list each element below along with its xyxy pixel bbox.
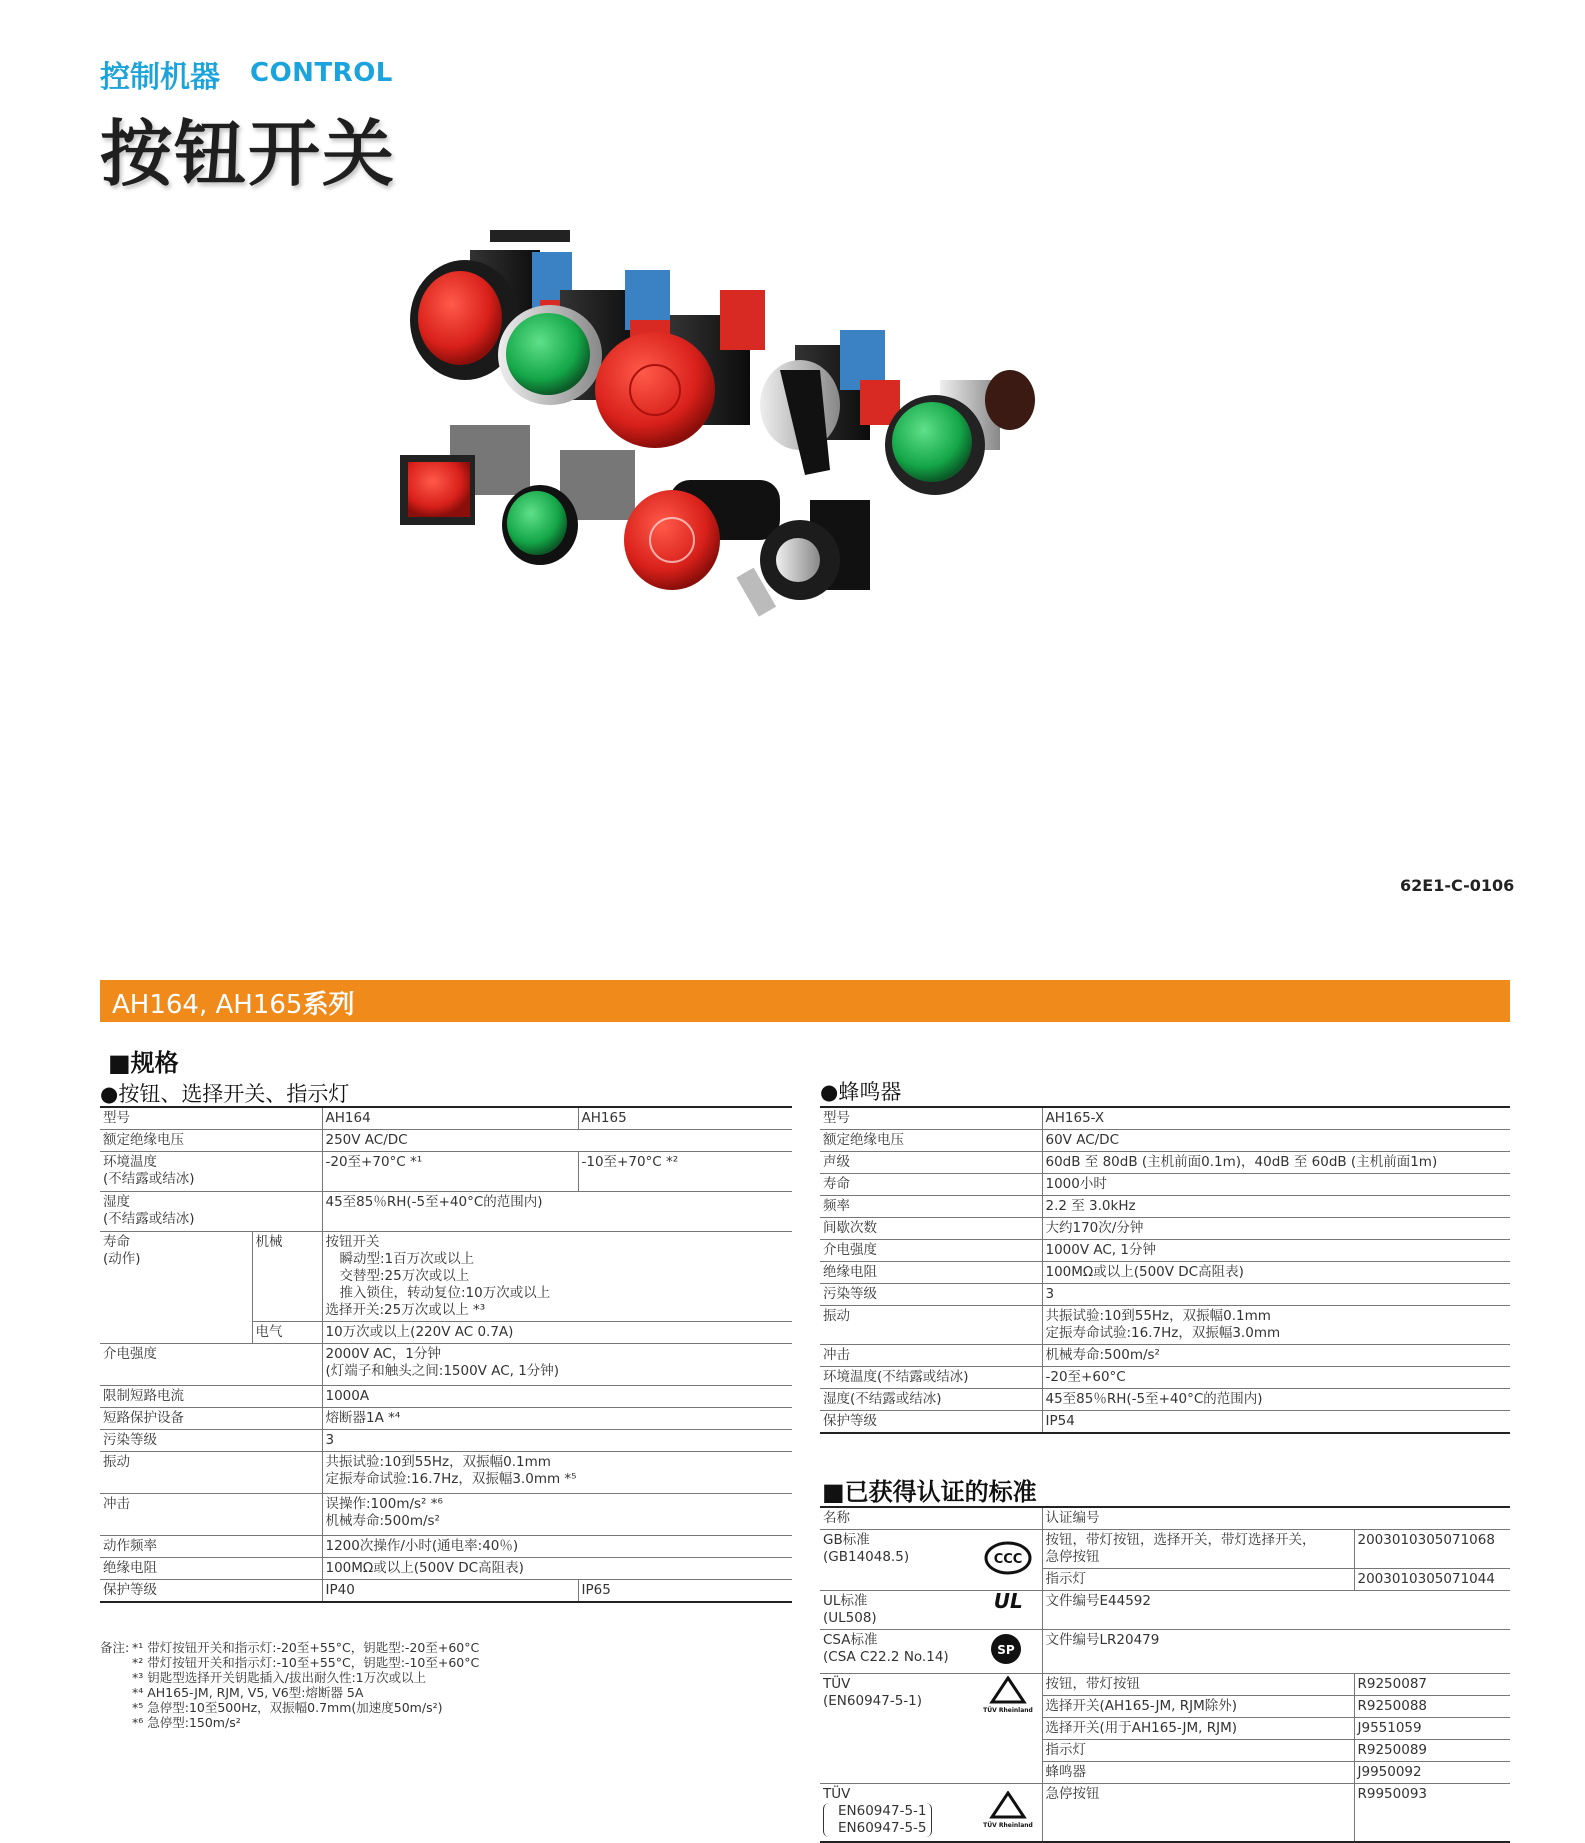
series-header-bar [100, 980, 1510, 1022]
row-label: 污染等级 [100, 1430, 322, 1452]
row-label: 额定绝缘电压 [100, 1130, 322, 1152]
cell-value: 2.2 至 3.0kHz [1042, 1196, 1510, 1218]
cell-value: 共振试验:10到55Hz，双振幅0.1mm 定振寿命试验:16.7Hz，双振幅3.0mm [1042, 1306, 1510, 1345]
spec-table [100, 1106, 792, 1603]
cert-number: 2003010305071068 [1354, 1530, 1510, 1569]
table-row [820, 1345, 1510, 1367]
cert-value: 文件编号LR20479 [1042, 1630, 1510, 1674]
cell-value: -20至+60°C [1042, 1367, 1510, 1389]
row-label: 短路保护设备 [100, 1408, 322, 1430]
cell-value: 10万次或以上(220V AC 0.7A) [322, 1322, 792, 1344]
cell-value: 大约170次/分钟 [1042, 1218, 1510, 1240]
table-row [820, 1284, 1510, 1306]
row-label: 介电强度 [100, 1344, 322, 1386]
cert-heading: ■已获得认证的标准 [822, 1478, 1037, 1506]
row-label: 频率 [820, 1196, 1042, 1218]
cell-value: IP65 [578, 1580, 792, 1603]
cell-value: 熔断器1A *⁴ [322, 1408, 792, 1430]
svg-text:CCC: CCC [993, 1551, 1023, 1567]
green-pilot-product [885, 370, 1035, 495]
buzzer-table [820, 1106, 1510, 1434]
page-title: 按钮开关 [100, 112, 397, 196]
cell-value: 共振试验:10到55Hz，双振幅0.1mm 定振寿命试验:16.7Hz，双振幅3.0mm *⁵ [322, 1452, 792, 1494]
cell-value: 机械寿命:500m/s² [1042, 1345, 1510, 1367]
cell-value: -10至+70°C *² [578, 1152, 792, 1192]
table-row [820, 1262, 1510, 1284]
cert-table [820, 1506, 1510, 1843]
cert-product: 指示灯 [1042, 1569, 1354, 1591]
cert-product: 指示灯 [1042, 1740, 1354, 1762]
table-row [820, 1674, 1510, 1696]
cert-number: R9250087 [1354, 1674, 1510, 1696]
table-row [820, 1107, 1510, 1130]
cell-value: 误操作:100m/s² *⁶ 机械寿命:500m/s² [322, 1494, 792, 1536]
product-photo [400, 230, 1240, 750]
row-label: 冲击 [100, 1494, 322, 1536]
row-label: 保护等级 [100, 1580, 322, 1603]
row-label: 绝缘电阻 [100, 1558, 322, 1580]
row-label: 振动 [820, 1306, 1042, 1345]
footnotes: 备注: *¹ 带灯按钮开关和指示灯:-20至+55°C，钥匙型:-20至+60°C *² 带灯按钮开关和指示灯:-10至+55°C，钥匙型:-10至+60°C *³ 钥匙型选择开关钥匙插入/拔出耐久性:1万次或以上 *⁴ AH165-JM, RJM, V5, V6型:熔断器 5A *⁵ 急停型:10至500Hz，双振幅0.7mm(加速度50m/s²) *⁶ 急停型:150m/s² [100, 1640, 480, 1730]
row-label: 保护等级 [820, 1411, 1042, 1434]
selector-switch-product [760, 330, 900, 475]
tuv-logo-icon [975, 1784, 1042, 1842]
buzzer-heading: ●蜂鸣器 [820, 1080, 902, 1104]
row-label: 湿度(不结露或结冰) [820, 1389, 1042, 1411]
row-label: 寿命 (动作) [100, 1232, 252, 1344]
row-label: 动作频率 [100, 1536, 322, 1558]
model-ah165: AH165 [578, 1107, 792, 1130]
cert-number: J9551059 [1354, 1718, 1510, 1740]
cert-product: 蜂鸣器 [1042, 1762, 1354, 1784]
cell-value: 45至85％RH(-5至+40°C的范围内) [322, 1192, 792, 1232]
svg-text:TÜV Rheinland: TÜV Rheinland [983, 1821, 1034, 1829]
document-code: 62E1-C-0106 [1400, 876, 1515, 895]
cert-value: 文件编号E44592 [1042, 1591, 1510, 1630]
cert-name: GB标准 (GB14048.5) [820, 1530, 975, 1591]
cell-value: IP54 [1042, 1411, 1510, 1434]
table-row [820, 1174, 1510, 1196]
cert-product: 按钮，带灯按钮，选择开关，带灯选择开关， 急停按钮 [1042, 1530, 1354, 1569]
left-table-heading: ●按钮、选择开关、指示灯 [100, 1082, 350, 1106]
table-row [820, 1152, 1510, 1174]
csa-logo-icon [975, 1630, 1042, 1674]
row-label: 间歇次数 [820, 1218, 1042, 1240]
cert-product: 按钮，带灯按钮 [1042, 1674, 1354, 1696]
spec-heading: ■规格 [108, 1049, 179, 1077]
row-label: 寿命 [820, 1174, 1042, 1196]
cell-value: -20至+70°C *¹ [322, 1152, 578, 1192]
row-label: 污染等级 [820, 1284, 1042, 1306]
cert-number: R9250088 [1354, 1696, 1510, 1718]
row-label: 环境温度 (不结露或结冰) [100, 1152, 322, 1192]
series-title: AH164, AH165系列 [112, 990, 355, 1020]
row-label: 声级 [820, 1152, 1042, 1174]
cell-value: 100MΩ或以上(500V DC高阻表) [322, 1558, 792, 1580]
cell-value: 60dB 至 80dB (主机前面0.1m)，40dB 至 60dB (主机前面1m) [1042, 1152, 1510, 1174]
cert-name: UL标准 (UL508) [820, 1591, 975, 1630]
table-row [820, 1367, 1510, 1389]
sub-label: 机械 [252, 1232, 322, 1322]
cert-number: J9950092 [1354, 1762, 1510, 1784]
tuv-logo-icon [975, 1674, 1042, 1784]
ccc-logo-icon [975, 1530, 1042, 1591]
cell-value: 1000A [322, 1386, 792, 1408]
cert-product: 急停按钮 [1042, 1784, 1354, 1842]
cert-number: 2003010305071044 [1354, 1569, 1510, 1591]
table-row [820, 1196, 1510, 1218]
cell-value: 60V AC/DC [1042, 1130, 1510, 1152]
svg-text:TÜV Rheinland: TÜV Rheinland [983, 1707, 1034, 1714]
row-label: 振动 [100, 1452, 322, 1494]
cell-value: 2000V AC，1分钟 (灯端子和触头之间:1500V AC, 1分钟) [322, 1344, 792, 1386]
row-label: 型号 [100, 1107, 322, 1130]
ul-logo-icon: UL [975, 1591, 1042, 1630]
row-label: 冲击 [820, 1345, 1042, 1367]
row-label: 介电强度 [820, 1240, 1042, 1262]
col-header: 名称 [820, 1507, 1042, 1530]
cert-number: R9250089 [1354, 1740, 1510, 1762]
table-row [820, 1411, 1510, 1434]
sub-label: 电气 [252, 1322, 322, 1344]
row-label: 型号 [820, 1107, 1042, 1130]
model-ah164: AH164 [322, 1107, 578, 1130]
row-label: 额定绝缘电压 [820, 1130, 1042, 1152]
category-zh: 控制机器 [100, 60, 220, 95]
cell-value: 按钮开关 瞬动型:1百万次或以上 交替型:25万次或以上 推入锁住，转动复位:10万次或以上 选择开关:25万次或以上 *³ [322, 1232, 792, 1322]
cert-name: TÜV EN60947-5-1 EN60947-5-5 [820, 1784, 975, 1842]
table-row [820, 1240, 1510, 1262]
cell-value: 1200次操作/小时(通电率:40％) [322, 1536, 792, 1558]
cell-value: IP40 [322, 1580, 578, 1603]
cell-value: 3 [322, 1430, 792, 1452]
row-label: 湿度 (不结露或结冰) [100, 1192, 322, 1232]
cert-name: TÜV (EN60947-5-1) [820, 1674, 975, 1784]
table-row [820, 1218, 1510, 1240]
svg-text:SP: SP [997, 1643, 1015, 1657]
cell-value: 250V AC/DC [322, 1130, 792, 1152]
cell-value: 45至85％RH(-5至+40°C的范围内) [1042, 1389, 1510, 1411]
col-header: 认证编号 [1042, 1507, 1510, 1530]
row-label: 限制短路电流 [100, 1386, 322, 1408]
row-label: 绝缘电阻 [820, 1262, 1042, 1284]
cell-value: AH165-X [1042, 1107, 1510, 1130]
table-row [820, 1130, 1510, 1152]
row-label: 环境温度(不结露或结冰) [820, 1367, 1042, 1389]
cell-value: 3 [1042, 1284, 1510, 1306]
table-row [820, 1306, 1510, 1345]
cell-value: 1000小时 [1042, 1174, 1510, 1196]
cert-product: 选择开关(AH165-JM, RJM除外) [1042, 1696, 1354, 1718]
cert-product: 选择开关(用于AH165-JM, RJM) [1042, 1718, 1354, 1740]
cert-number: R9950093 [1354, 1784, 1510, 1842]
category-en: CONTROL [250, 58, 393, 88]
cell-value: 100MΩ或以上(500V DC高阻表) [1042, 1262, 1510, 1284]
cell-value: 1000V AC, 1分钟 [1042, 1240, 1510, 1262]
cert-name: CSA标准 (CSA C22.2 No.14) [820, 1630, 975, 1674]
table-row [820, 1389, 1510, 1411]
